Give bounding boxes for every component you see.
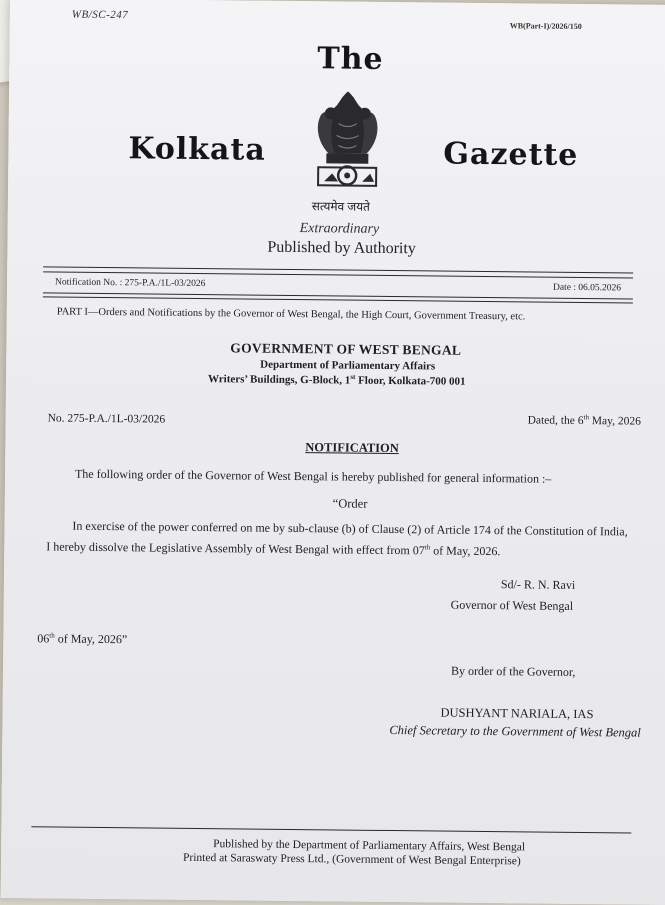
emblem-motto: सत्यमेव जयते	[311, 199, 371, 214]
office-address: Writers’ Buildings, G-Block, 1st Floor, Kolkata-700 001	[207, 372, 466, 388]
notification-dated: Dated, the 6th May, 2026	[527, 413, 641, 428]
governor-signature: Sd/- R. N. Ravi	[500, 577, 576, 592]
masthead-gazette: Gazette	[443, 136, 579, 173]
serial-code-left: WB/SC-247	[71, 8, 129, 22]
by-order-line: By order of the Governor,	[450, 663, 576, 679]
state-emblem-icon	[304, 83, 391, 202]
order-date: 06th of May, 2026”	[37, 631, 128, 647]
government-heading: GOVERNMENT OF WEST BENGAL	[230, 340, 462, 358]
masthead-kolkata: Kolkata	[128, 131, 266, 168]
order-heading: “Order	[332, 496, 368, 511]
signatory-designation: Chief Secretary to the Government of West Bengal	[389, 723, 641, 740]
extraordinary-label: Extraordinary	[299, 221, 380, 237]
notification-intro: The following order of the Governor of West Bengal is hereby published for general information :–	[74, 466, 552, 486]
order-body-line-2: I hereby dissolve the Legislative Assembly of West Bengal with effect from 07th of May, 2026.	[46, 539, 501, 559]
notification-title: NOTIFICATION	[305, 440, 399, 456]
governor-title: Governor of West Bengal	[450, 597, 574, 613]
published-by-authority: Published by Authority	[267, 238, 416, 258]
gazette-page	[1, 0, 665, 905]
part-heading: PART I—Orders and Notifications by the Governor of West Bengal, the High Court, Government Treasury, etc.	[56, 306, 526, 323]
signatory-name: DUSHYANT NARIALA, IAS	[440, 705, 594, 722]
masthead-the: The	[317, 41, 384, 77]
notification-number: No. 275-P.A./1L-03/2026	[47, 412, 166, 426]
footer-printed-at: Printed at Saraswaty Press Ltd., (Government of West Bengal Enterprise)	[182, 851, 521, 868]
notification-date-header: Date : 06.05.2026	[552, 282, 622, 294]
department-heading: Department of Parliamentary Affairs	[260, 358, 436, 373]
footer-rule	[31, 826, 631, 833]
order-body-line-1: In exercise of the power conferred on me by sub-clause (b) of Clause (2) of Article 174 of the Constitution of India,	[72, 518, 628, 539]
footer-published-by: Published by the Department of Parliamentary Affairs, West Bengal	[213, 838, 526, 854]
notification-number-header: Notification No. : 275-P.A./1L-03/2026	[54, 277, 206, 290]
serial-code-right: WB(Part-I)/2026/150	[509, 21, 582, 31]
